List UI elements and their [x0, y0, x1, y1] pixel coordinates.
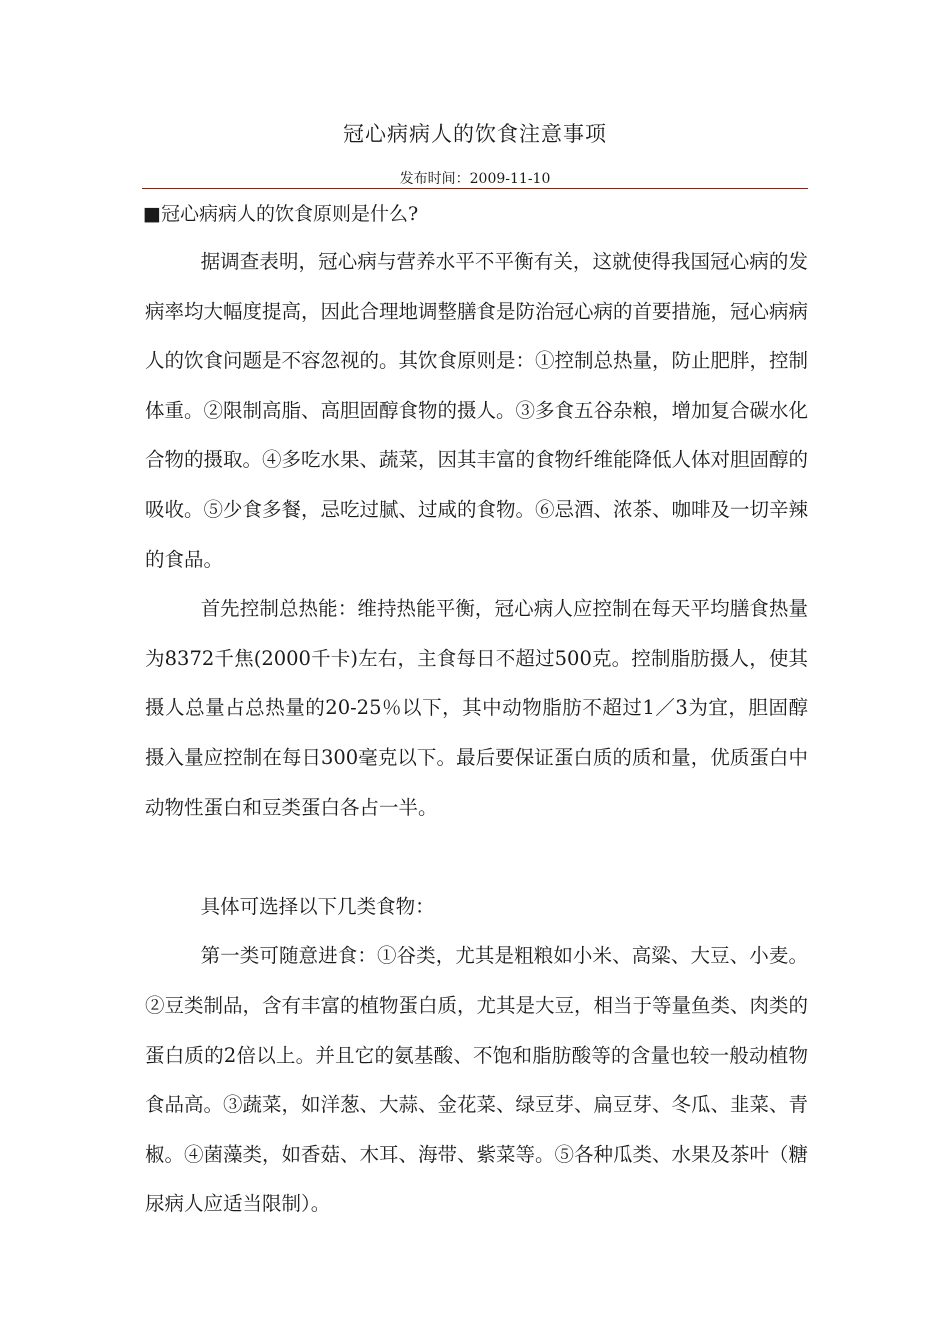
paragraph: 首先控制总热能：维持热能平衡，冠心病人应控制在每天平均膳食热量为8372千焦(2000千卡)左右，主食每日不超过500克。控制脂肪摄人，使其摄人总量占总热量的20-25％以下，其中动物脂肪不超过1／3为宜，胆固醇摄入量应控制在每日300毫克以下。最后要保证蛋白质的质和量，优质蛋白中动物性蛋白和豆类蛋白各占一半。 — [145, 597, 808, 819]
section-heading: ■冠心病病人的饮食原则是什么? — [143, 203, 419, 225]
article-body — [145, 237, 808, 1229]
blank-line — [145, 832, 808, 882]
paragraph: 具体可选择以下几类食物： — [200, 894, 435, 918]
article-title: 冠心病病人的饮食注意事项 — [343, 122, 607, 146]
publish-date: 发布时间：2009-11-10 — [399, 171, 551, 187]
paragraph: 第一类可随意进食：①谷类，尤其是粗粮如小米、高粱、大豆、小麦。②豆类制品，含有丰富的植物蛋白质，尤其是大豆，相当于等量鱼类、肉类的蛋白质的2倍以上。并且它的氨基酸、不饱和脂肪酸等的含量也较一般动植物食品高。③蔬菜，如洋葱、大蒜、金花菜、绿豆芽、扁豆芽、冬瓜、韭菜、青椒。④菌藻类，如香菇、木耳、海带、紫菜等。⑤各种瓜类、水果及茶叶（糖尿病人应适当限制）。 — [145, 944, 809, 1216]
paragraph: 据调查表明，冠心病与营养水平不平衡有关，这就使得我国冠心病的发病率均大幅度提高，因此合理地调整膳食是防治冠心病的首要措施，冠心病病人的饮食问题是不容忽视的。其饮食原则是：①控制总热量，防止肥胖，控制体重。②限制高脂、高胆固醇食物的摄人。③多食五谷杂粮，增加复合碳水化合物的摄取。④多吃水果、蔬菜，因其丰富的食物纤维能降低人体对胆固醇的吸收。⑤少食多餐，忌吃过腻、过咸的食物。⑥忌酒、浓茶、咖啡及一切辛辣的食品。 — [145, 250, 809, 571]
header-divider — [142, 188, 808, 189]
